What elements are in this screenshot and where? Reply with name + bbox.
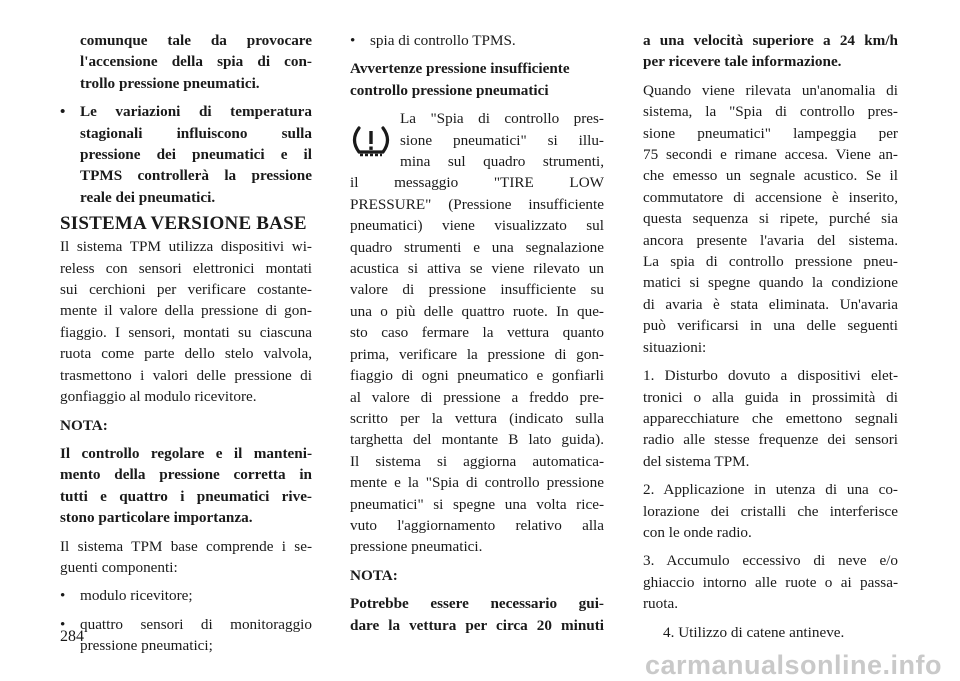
temperature-bullet: • Le variazioni di temperatura stagionali influiscono sulla pressione dei pneumatici e il TPMS controllerà la pressione reale dei pneumatici. (60, 101, 312, 208)
numbered-item-4: 4. Utilizzo di catene antineve. (663, 623, 845, 641)
numbered-item-3: 3. Accumulo eccessivo di neve e/o ghiaccio intorno alle ruote o ai passa- ruota. (643, 552, 898, 613)
note-continuation: a una velocità superiore a 24 km/h per ricevere tale informazione. (643, 32, 898, 71)
tire-pressure-warning-icon (350, 122, 392, 170)
note-text: Il controllo regolare e il manteni- mento della pressione corretta in tutti e quattro i pneumatici rive- stono particolare importanza. (60, 444, 312, 527)
page-number: 284 (60, 628, 84, 645)
numbered-item-2: 2. Applicazione in utenza di una co- lorazione dei cristalli che interferisce con le onde radio. (643, 481, 898, 541)
warning-paragraph: La "Spia di controllo pres- sione pneumatici" si illu- mina sul quadro strumenti, il messaggio "TIRE LOW PRESSURE" (Pressione insufficiente pneumatici) viene visualizzato sul quadro strumenti e una segnalazione acustica si attiva se viene rilevato un valore di pressione insufficiente su una o più delle quattro ruote. In que- sto caso fermare la vettura quanto prima, verificare la pressione di gon- fiaggio di ogni pneumatico e gonfiarli al valore di pressione a freddo pre- scritto per la vettura (indicato sulla targhetta del montante B lato guida). Il sistema si aggiorna automatica- mente e la "Spia di controllo pressione pneumatici" si spegne una volta rice- vuto l'aggiornamento relativo alla pressione pneumatici. (350, 110, 604, 556)
malfunction-paragraph: Quando viene rilevata un'anomalia di sistema, la "Spia di controllo pres- sione pneumatici" lampeggia per 75 secondi e rimane accesa. Viene an- che emesso un segnale acustico. Se il commutatore di accensione è inserito, questa sequenza si ripete, purché sia ancora presente l'avaria del sistema. La spia di controllo pressione pneu- matici si spegne quando la condizione di avaria è stata eliminata. Un'avaria può verificarsi in una delle seguenti situazioni: (643, 81, 898, 356)
numbered-item-1: 1. Disturbo dovuto a dispositivi elet- tronici o alla guida in prossimità di apparecchiature che emettono segnali radio alle stesse frequenze dei sensori del sistema TPM. (643, 367, 898, 470)
continued-bullet-text: comunque tale da provocare l'accensione della spia di con- trollo pressione pneumatici. (80, 32, 312, 92)
subsection-heading: Avvertenze pressione insufficiente controllo pressione pneumatici (350, 60, 570, 99)
list-item: • modulo ricevitore; (60, 585, 312, 606)
column-middle (350, 30, 604, 636)
note-label: NOTA: (350, 566, 398, 584)
tire-pressure-warning-icon-svg (350, 122, 392, 162)
components-paragraph: Il sistema TPM base comprende i se- guenti componenti: (60, 537, 312, 576)
intro-paragraph: Il sistema TPM utilizza dispositivi wi- reless con sensori elettronici montati sui cerchioni per verificare costante- mente il valore della pressione di gon- fiaggio. I sensori, montati su ciascuna ruota come parte dello stelo valvola, trasmettono i valori delle pressione di gonfiaggio al modulo ricevitore. (60, 238, 312, 406)
section-heading: SISTEMA VERSIONE BASE (60, 213, 307, 235)
watermark: carmanualsonline.info (644, 650, 942, 680)
list-item: • spia di controllo TPMS. (350, 30, 604, 51)
list-item: • quattro sensori di monitoraggio pressione pneumatici; (60, 614, 312, 657)
column-right (643, 30, 898, 643)
note-label: NOTA: (60, 416, 108, 434)
column-left (60, 30, 312, 657)
note-text: Potrebbe essere necessario gui- dare la vettura per circa 20 minuti (350, 595, 604, 634)
